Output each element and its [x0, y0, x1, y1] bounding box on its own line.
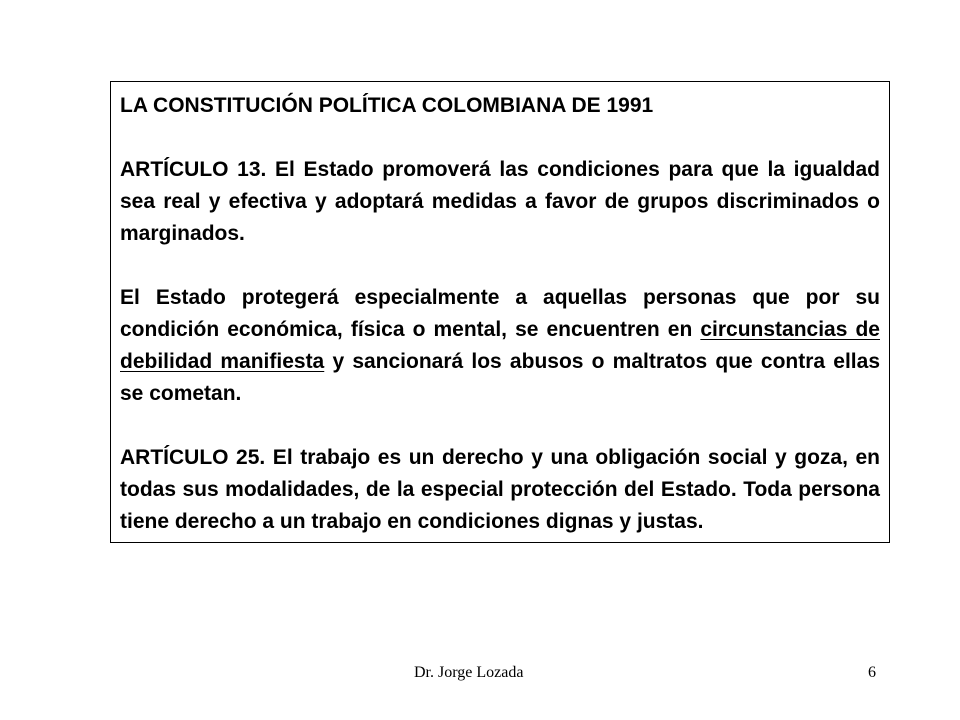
footer-author: Dr. Jorge Lozada — [414, 664, 524, 681]
article-13-paragraph-1: ARTÍCULO 13. El Estado promoverá las condiciones para que la igualdad sea real y efectiva y adoptará medidas a favor de grupos discriminados o marginados. — [120, 158, 880, 245]
article-13-paragraph-2 — [120, 282, 880, 410]
page-number: 6 — [868, 664, 876, 681]
article-25-paragraph: ARTÍCULO 25. El trabajo es un derecho y una obligación social y goza, en todas sus modalidades, de la especial protección del Estado. Toda persona tiene derecho a un trabajo en condiciones dignas y justas. — [120, 446, 880, 533]
constitution-text-box — [110, 81, 890, 543]
article-13-p2-end: y sancionará los abusos o maltratos que contra ellas se cometan. — [120, 350, 880, 405]
underlined-phrase: circunstancias de debilidad manifiesta — [120, 318, 880, 373]
article-13-p2-start: El Estado protegerá especialmente a aquellas personas que por su condición económica, física o mental, se encuentren en — [120, 286, 880, 341]
slide-title: LA CONSTITUCIÓN POLÍTICA COLOMBIANA DE 1991 — [120, 94, 654, 117]
